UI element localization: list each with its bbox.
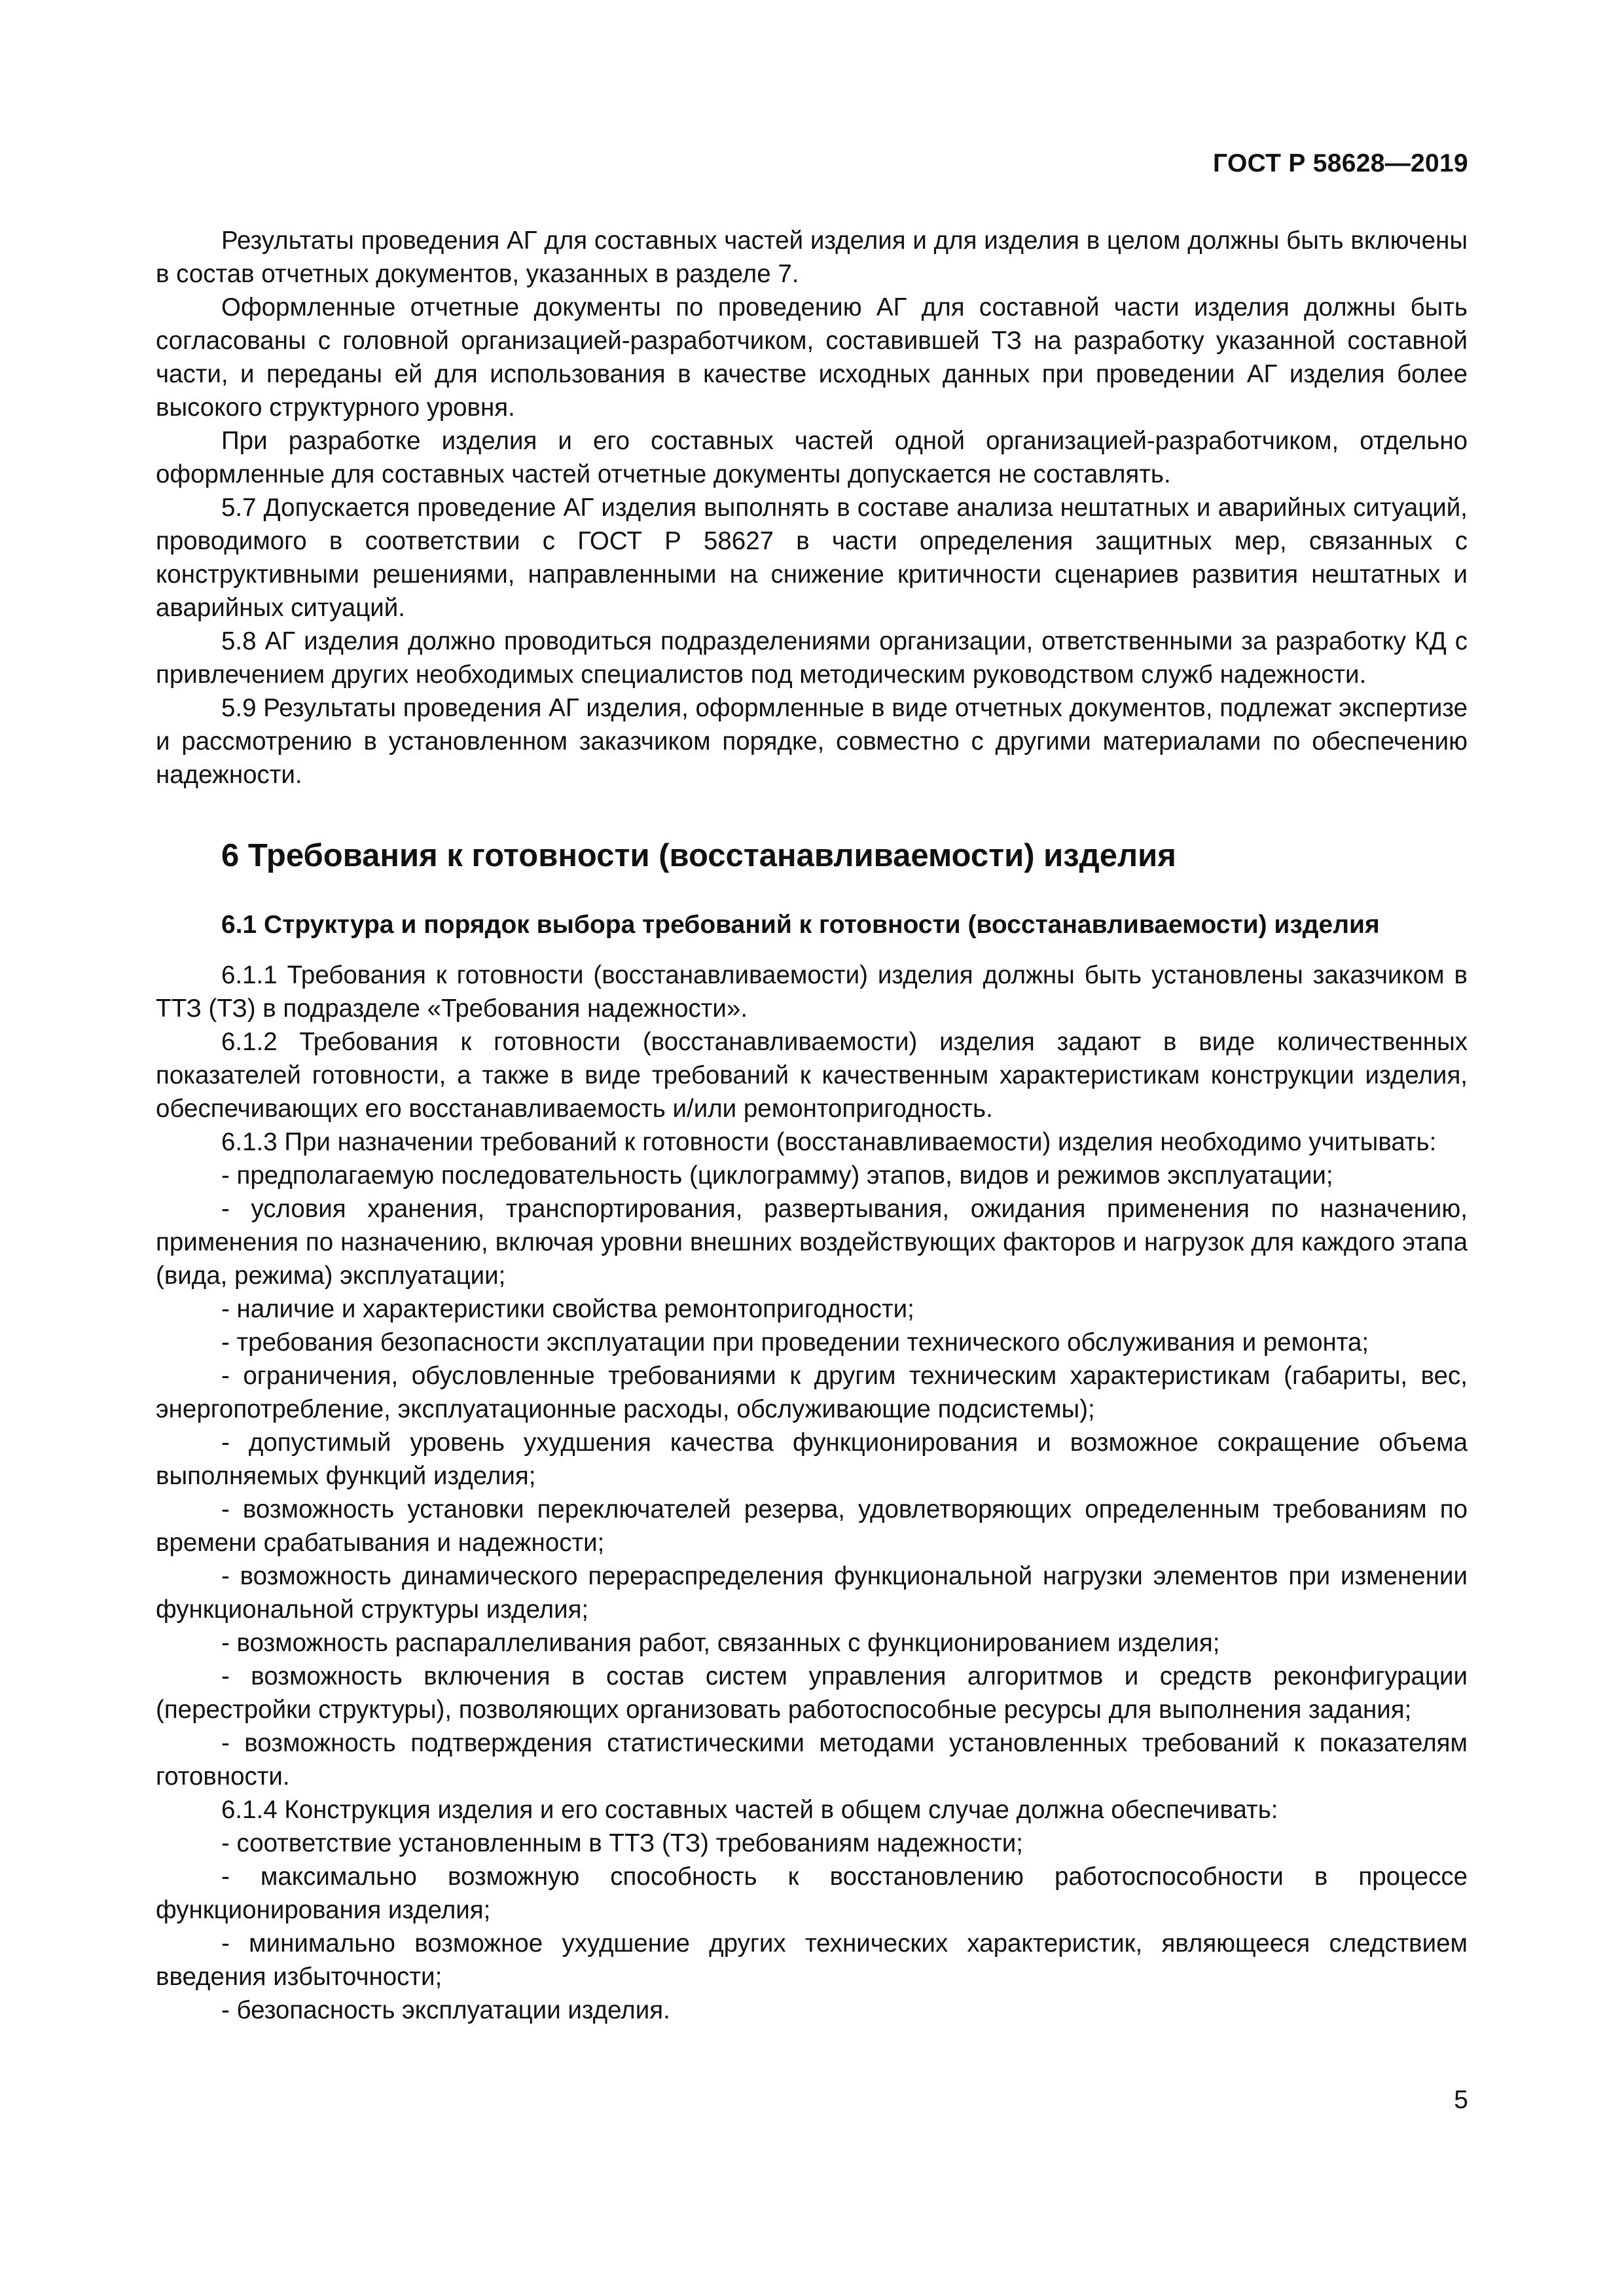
list-item: - минимально возможное ухудшение других технических характеристик, являющееся следствием введения избыточности; [156,1929,1468,1991]
list-item: - безопасность эксплуатации изделия. [221,1996,670,2024]
paragraph: Результаты проведения АГ для составных частей изделия и для изделия в целом должны быть включены в состав отчетных документов, указанных в разделе 7. [156,227,1468,288]
page-number: 5 [1454,2086,1468,2114]
clause-6-1-1: 6.1.1 Требования к готовности (восстанавливаемости) изделия должны быть установлены заказчиком в ТТЗ (ТЗ) в подразделе «Требования надежности». [156,961,1468,1023]
paragraph: Оформленные отчетные документы по проведению АГ для составной части изделия должны быть согласованы с головной организацией-разработчиком, составившей ТЗ на разработку указанной составной части, и переданы ей для использования в качестве исходных данных при проведении АГ изделия более высокого структурного уровня. [156,293,1468,422]
section-heading: 6 Требования к готовности (восстанавливаемости) изделия [221,838,1176,873]
list-item: - требования безопасности эксплуатации при проведении технического обслуживания и ремонта; [221,1328,1369,1357]
list-item: - возможность установки переключателей резерва, удовлетворяющих определенным требованиям по времени срабатывания и надежности; [156,1495,1468,1557]
clause-5-8: 5.8 АГ изделия должно проводиться подразделениями организации, ответственными за разработку КД с привлечением других необходимых специалистов под методическим руководством служб надежности. [156,627,1468,689]
clause-6-1-2: 6.1.2 Требования к готовности (восстанавливаемости) изделия задают в виде количественных показателей готовности, а также в виде требований к качественным характеристикам конструкции изделия, обеспечивающих его восстанавливаемость и/или ремонтопригодность. [156,1028,1468,1123]
document-code: ГОСТ Р 58628—2019 [1213,149,1468,177]
list-item: - допустимый уровень ухудшения качества функционирования и возможное сокращение объема выполняемых функций изделия; [156,1429,1468,1490]
paragraph: При разработке изделия и его составных частей одной организацией-разработчиком, отдельно оформленные для составных частей отчетные документы допускается не составлять. [156,427,1468,488]
list-item: - соответствие установленным в ТТЗ (ТЗ) требованиям надежности; [221,1829,1023,1857]
clause-5-9: 5.9 Результаты проведения АГ изделия, оформленные в виде отчетных документов, подлежат экспертизе и рассмотрению в установленном заказчиком порядке, совместно с другими материалами по обеспечению надежности. [156,694,1468,789]
clause-6-1-4: 6.1.4 Конструкция изделия и его составных частей в общем случае должна обеспечивать: [221,1796,1278,1824]
clause-6-1-3: 6.1.3 При назначении требований к готовности (восстанавливаемости) изделия необходимо учитывать: [221,1128,1437,1156]
list-item: - максимально возможную способность к восстановлению работоспособности в процессе функционирования изделия; [156,1863,1468,1924]
list-item: - наличие и характеристики свойства ремонтопригодности; [221,1295,914,1323]
list-item: - возможность включения в состав систем управления алгоритмов и средств реконфигурации (перестройки структуры), позволяющих организовать работоспособные ресурсы для выполнения задания; [156,1662,1468,1724]
subsection-heading: 6.1 Структура и порядок выбора требований к готовности (восстанавливаемости) изделия [221,911,1380,939]
clause-5-7: 5.7 Допускается проведение АГ изделия выполнять в составе анализа нештатных и аварийных ситуаций, проводимого в соответствии с ГОСТ Р 58627 в части определения защитных мер, связанных с конструктивными решениями, направленными на снижение критичности сценариев развития нештатных и аварийных ситуаций. [156,494,1468,622]
list-item: - условия хранения, транспортирования, развертывания, ожидания применения по назначению, применения по назначению, включая уровни внешних воздействующих факторов и нагрузок для каждого этапа (вида, режима) эксплуатации; [156,1195,1468,1290]
list-item: - предполагаемую последовательность (циклограмму) этапов, видов и режимов эксплуатации; [221,1161,1333,1190]
page-body [156,224,1468,2027]
list-item: - возможность подтверждения статистическими методами установленных требований к показателям готовности. [156,1729,1468,1791]
list-item: - ограничения, обусловленные требованиями к другим техническим характеристикам (габариты, вес, энергопотребление, эксплуатационные расходы, обслуживающие подсистемы); [156,1362,1468,1423]
list-item: - возможность распараллеливания работ, связанных с функционированием изделия; [221,1629,1220,1657]
list-item: - возможность динамического перераспределения функциональной нагрузки элементов при изменении функциональной структуры изделия; [156,1562,1468,1624]
